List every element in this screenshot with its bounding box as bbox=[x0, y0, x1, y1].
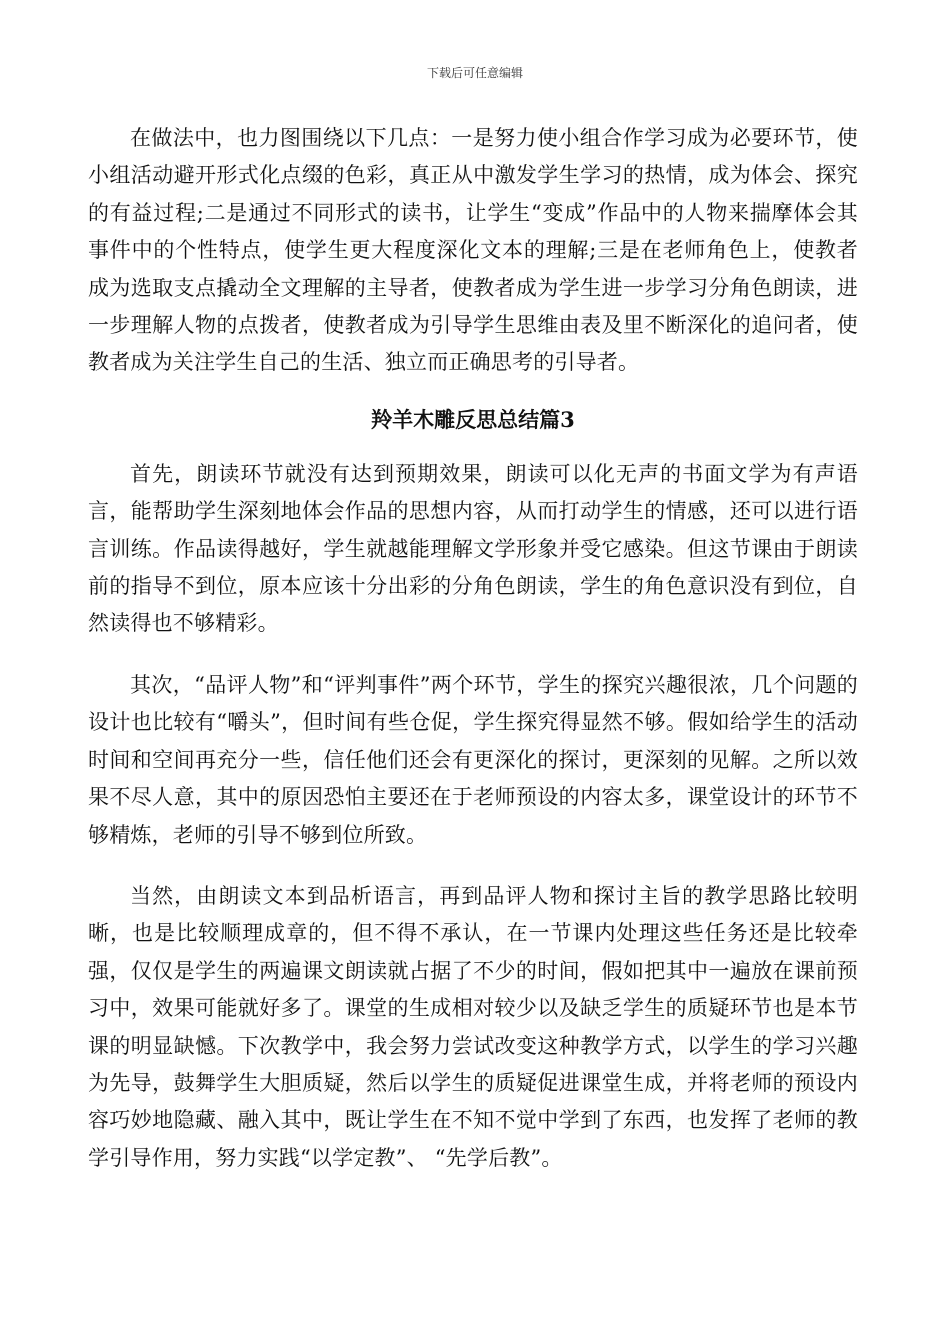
header-note: 下载后可任意编辑 bbox=[426, 66, 523, 80]
paragraph-4: 当然，由朗读文本到品析语言，再到品评人物和探讨主旨的教学思路比较明晰，也是比较顺理成章的，但不得不承认，在一节课内处理这些任务还是比较牵强，仅仅是学生的两遍课文朗读就占据了不少的时间，假如把其中一遍放在课前预习中，效果可能就好多了。课堂的生成相对较少以及缺乏学生的质疑环节也是本节课的明显缺憾。下次教学中，我会努力尝试改变这种教学方式，以学生的学习兴趣为先导，鼓舞学生大胆质疑，然后以学生的质疑促进课堂生成，并将老师的预设内容巧妙地隐藏、融入其中，既让学生在不知不觉中学到了东西，也发挥了老师的教学引导作用，努力实践“以学定教”、 “先学后教”。 bbox=[88, 883, 858, 1170]
section-title: 羚羊木雕反思总结篇3 bbox=[371, 406, 575, 432]
paragraph-2: 首先，朗读环节就没有达到预期效果，朗读可以化无声的书面文学为有声语言，能帮助学生深刻地体会作品的思想内容，从而打动学生的情感，还可以进行语言训练。作品读得越好，学生就越能理解文学形象并受它感染。但这节课由于朗读前的指导不到位，原本应该十分出彩的分角色朗读，学生的角色意识没有到位，自然读得也不够精彩。 bbox=[88, 461, 858, 636]
paragraph-1: 在做法中，也力图围绕以下几点：一是努力使小组合作学习成为必要环节，使小组活动避开形式化点缀的色彩，真正从中激发学生学习的热情，成为体会、探究的有益过程;二是通过不同形式的读书，让学生“变成”作品中的人物来揣摩体会其事件中的个性特点，使学生更大程度深化文本的理解;三是在老师角色上，使教者成为选取支点撬动全文理解的主导者，使教者成为学生进一步学习分角色朗读，进一步理解人物的点拨者，使教者成为引导学生思维由表及里不断深化的追问者，使教者成为关注学生自己的生活、独立而正确思考的引导者。 bbox=[88, 126, 858, 375]
paragraph-3: 其次，“品评人物”和“评判事件”两个环节，学生的探究兴趣很浓，几个问题的设计也比较有“嚼头”，但时间有些仓促，学生探究得显然不够。假如给学生的活动时间和空间再充分一些，信任他们还会有更深化的探讨，更深刻的见解。之所以效果不尽人意，其中的原因恐怕主要还在于老师预设的内容太多，课堂设计的环节不够精炼，老师的引导不够到位所致。 bbox=[88, 672, 858, 847]
document-body bbox=[88, 120, 858, 1177]
